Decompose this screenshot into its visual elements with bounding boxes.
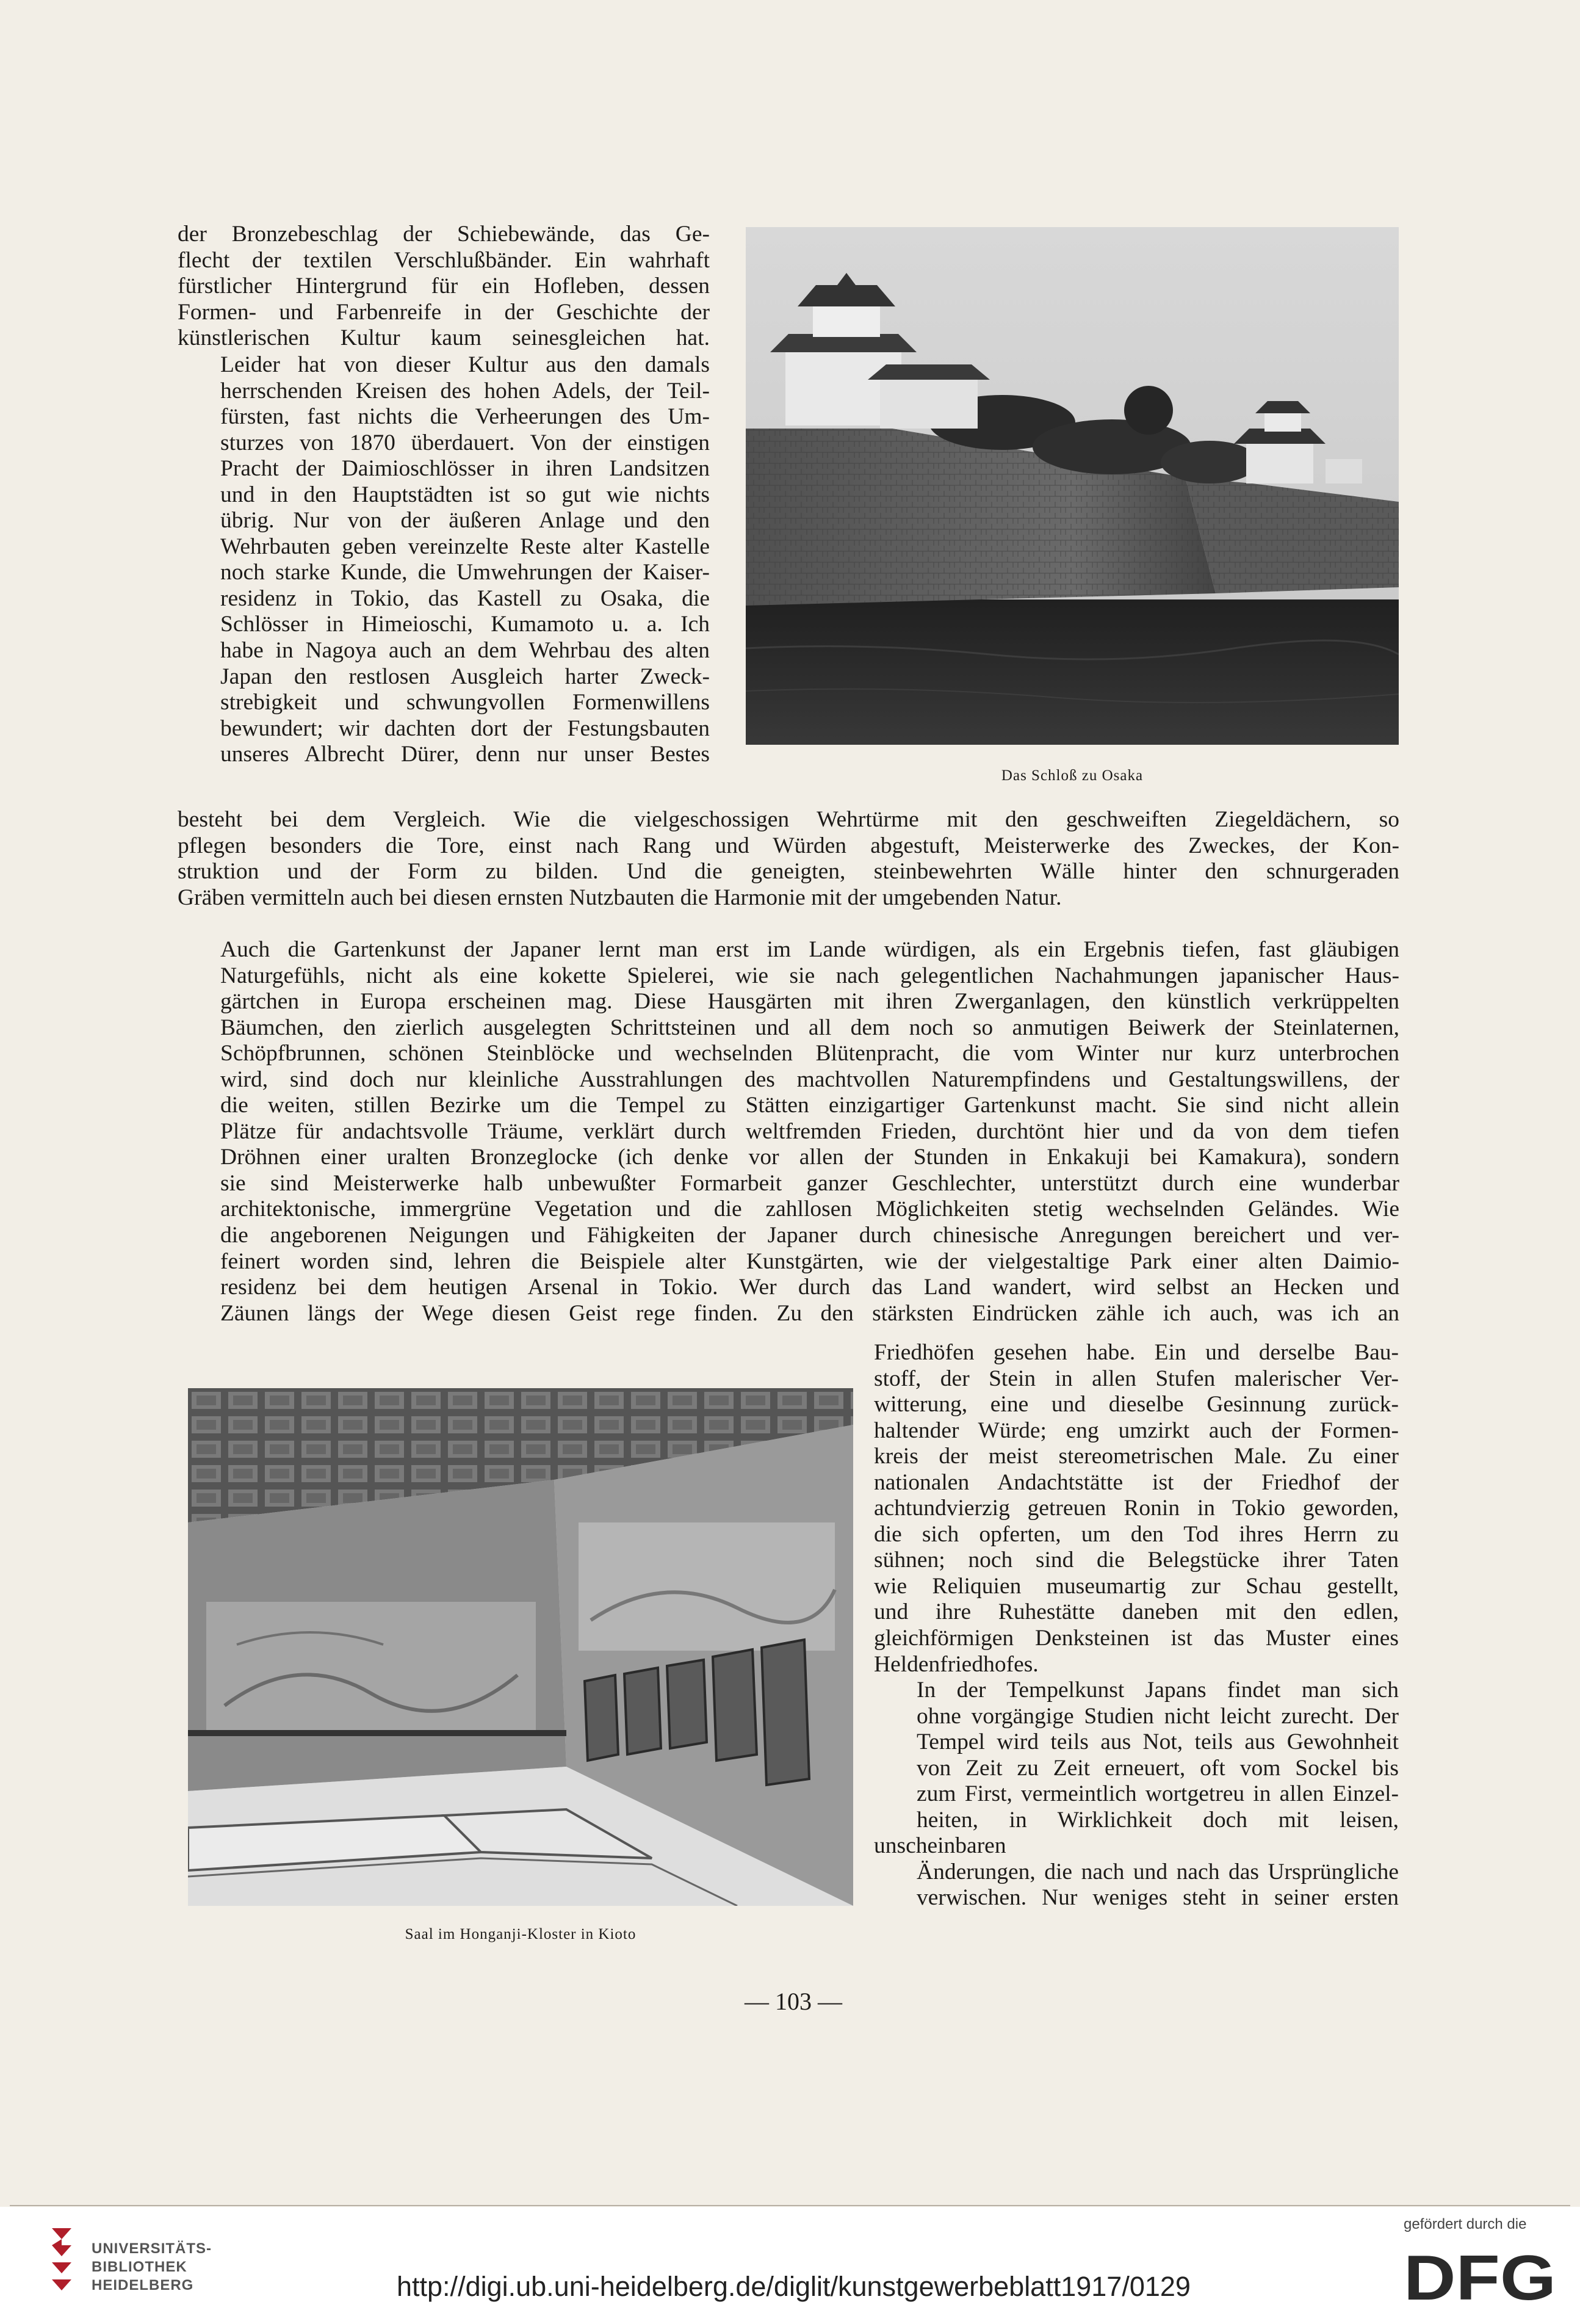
text-line: feinert worden sind, lehren die Beispiele alter Kunstgärten, wie der vielgestaltige Park einer alten Daimio- bbox=[220, 1248, 1399, 1274]
text-line: In der Tempelkunst Japans findet man sich bbox=[917, 1678, 1399, 1703]
text-line: Japan den restlosen Ausgleich harter Zweck- bbox=[220, 664, 710, 689]
text-line: Dröhnen einer uralten Bronzeglocke (ich denke vor allen der Stunden in Enkakuji bei Kamakura), sondern bbox=[220, 1145, 1399, 1170]
heidelberg-library-logo-icon bbox=[46, 2228, 82, 2295]
paragraph-1 bbox=[178, 222, 710, 352]
text-line: verwischen. Nur weniges steht in seiner ersten bbox=[917, 1885, 1399, 1911]
dfg-logo-text: DFG bbox=[1404, 2250, 1556, 2304]
text-line: künstlerischen Kultur kaum seinesgleichen hat. bbox=[178, 325, 710, 351]
text-line: Wehrbauten geben vereinzelte Reste alter Kastelle bbox=[220, 534, 710, 559]
text-line: stoff, der Stein in allen Stufen malerischer Ver- bbox=[874, 1366, 1399, 1391]
text-line: Leider hat von dieser Kultur aus den damals bbox=[220, 352, 710, 377]
text-line: von Zeit zu Zeit erneuert, oft vom Sockel bis bbox=[917, 1755, 1399, 1781]
text-line: Schöpfbrunnen, schönen Steinblöcke und wechselnden Blütenpracht, die vom Winter nur kurz unterbrochen bbox=[220, 1041, 1399, 1066]
text-line: übrig. Nur von der äußeren Anlage und den bbox=[220, 508, 710, 534]
text-line: residenz in Tokio, das Kastell zu Osaka, die bbox=[220, 585, 710, 611]
text-line: nationalen Andachtstätte ist der Friedhof der bbox=[874, 1469, 1399, 1495]
caption-osaka: Das Schloß zu Osaka bbox=[1001, 767, 1144, 784]
text-line: flecht der textilen Verschlußbänder. Ein wahrhaft bbox=[178, 247, 710, 273]
text-line: Naturgefühls, nicht als eine kokette Spielerei, wie sie nach gelegentlichen Nachahmungen japanischer Haus- bbox=[220, 963, 1399, 988]
paragraph-2 bbox=[178, 352, 710, 768]
sponsor-note: gefördert durch die bbox=[1404, 2216, 1527, 2232]
text-line: und ihre Ruhestätte daneben mit den edlen, bbox=[874, 1599, 1399, 1625]
page-edge-line bbox=[10, 2205, 1570, 2206]
osaka-castle-photo bbox=[746, 227, 1399, 745]
text-line: Pracht der Daimioschlösser in ihren Landsitzen bbox=[220, 456, 710, 482]
text-line: heiten, in Wirklichkeit doch mit leisen, unscheinbaren bbox=[874, 1807, 1399, 1859]
text-line: fürstlicher Hintergrund für ein Hofleben, dessen bbox=[178, 273, 710, 299]
text-line: sturzes von 1870 überdauert. Von der einstigen bbox=[220, 430, 710, 455]
text-line: Schlösser in Himeioschi, Kumamoto u. a. Ich bbox=[220, 612, 710, 637]
text-line: Gräben vermitteln auch bei diesen ernsten Nutzbauten die Harmonie mit der umgebenden Natur. bbox=[178, 885, 1062, 910]
text-line: die sich opferten, um den Tod ihres Herrn zu bbox=[874, 1521, 1399, 1547]
text-line: witterung, eine und dieselbe Gesinnung zurück- bbox=[874, 1392, 1399, 1417]
permalink-url[interactable]: http://digi.ub.uni-heidelberg.de/diglit/kunstgewerbeblatt1917/0129 bbox=[397, 2271, 1191, 2302]
text-line: unseres Albrecht Dürer, denn nur unser Bestes bbox=[220, 742, 710, 767]
text-line: sühnen; noch sind die Belegstücke ihrer Taten bbox=[874, 1548, 1399, 1573]
text-line: Zäunen längs der Wege diesen Geist rege finden. Zu den stärksten Eindrücken zähle ich auch, was ich an bbox=[220, 1300, 1399, 1326]
text-line: haltender Würde; eng umzirkt auch der Formen- bbox=[874, 1417, 1399, 1443]
text-line: architektonische, immergrüne Vegetation und die zahllosen Möglichkeiten stetig wechselnden Geländes. Wie bbox=[220, 1196, 1399, 1222]
paragraph-5 bbox=[874, 1340, 1399, 1678]
text-line: Heldenfriedhofes. bbox=[874, 1651, 1039, 1677]
text-line: kreis der meist stereometrischen Male. Zu einer bbox=[874, 1444, 1399, 1469]
honganji-hall-photo bbox=[188, 1388, 853, 1906]
text-line: zum First, vermeintlich wortgetreu in allen Einzel- bbox=[917, 1781, 1399, 1807]
text-line: Auch die Gartenkunst der Japaner lernt man erst im Lande würdigen, als ein Ergebnis tiefen, fast gläubigen bbox=[220, 937, 1399, 962]
text-line: Friedhöfen gesehen habe. Ein und derselbe Bau- bbox=[874, 1340, 1399, 1365]
text-line: habe in Nagoya auch an dem Wehrbau des alten bbox=[220, 638, 710, 664]
text-line: sie sind Meisterwerke halb unbewußter Formarbeit ganzer Geschlechter, unterstützt durch eine wunderbar bbox=[220, 1170, 1399, 1196]
text-line: herrschenden Kreisen des hohen Adels, der Teil- bbox=[220, 378, 710, 404]
text-line: fürsten, fast nichts die Verheerungen des Um- bbox=[220, 404, 710, 430]
page-number: — 103 — bbox=[745, 1988, 842, 2015]
text-line: strebigkeit und schwungvollen Formenwillens bbox=[220, 690, 710, 715]
osaka-castle-illustration bbox=[746, 227, 1399, 745]
text-line: gleichförmigen Denksteinen ist das Muster eines bbox=[874, 1626, 1399, 1651]
paragraph-6 bbox=[874, 1678, 1399, 1911]
text-line: Plätze für andachtsvolle Träume, verklärt durch weltfremden Frieden, durchtönt hier und da von dem tiefen bbox=[220, 1118, 1399, 1144]
library-name-line-2: BIBLIOTHEK bbox=[92, 2259, 187, 2275]
text-line: und in den Hauptstädten ist so gut wie nichts bbox=[220, 482, 710, 507]
dfg-logo-icon bbox=[1404, 2250, 1556, 2304]
text-line: Änderungen, die nach und nach das Ursprüngliche bbox=[917, 1859, 1399, 1884]
text-line: ohne vorgängige Studien nicht leicht zurecht. Der bbox=[917, 1703, 1399, 1729]
text-line: pflegen besonders die Tore, einst nach Rang und Würden abgestuft, Meisterwerke des Zweckes, der Kon- bbox=[178, 833, 1399, 858]
text-line: Bäumchen, den zierlich ausgelegten Schrittsteinen und all dem noch so anmutigen Beiwerk der Steinlaternen, bbox=[220, 1015, 1399, 1040]
library-name-line-3: HEIDELBERG bbox=[92, 2277, 194, 2293]
text-line: wie Reliquien museumartig zur Schau gestellt, bbox=[874, 1573, 1399, 1599]
paragraph-3 bbox=[178, 807, 1399, 911]
library-name-line-1: UNIVERSITÄTS- bbox=[92, 2240, 212, 2257]
text-line: besteht bei dem Vergleich. Wie die vielgeschossigen Wehrtürme mit den geschweiften Ziegeldächern, so bbox=[178, 807, 1399, 832]
text-line: Formen- und Farbenreife in der Geschichte der bbox=[178, 299, 710, 325]
text-line: struktion und der Form zu bilden. Und die geneigten, steinbewehrten Wälle hinter den schnurgeraden bbox=[178, 859, 1399, 885]
text-line: bewundert; wir dachten dort der Festungsbauten bbox=[220, 715, 710, 741]
text-line: gärtchen in Europa erscheinen mag. Diese Hausgärten mit ihren Zwerganlagen, den künstlich verkrüppelten bbox=[220, 989, 1399, 1015]
text-line: noch starke Kunde, die Umwehrungen der Kaiser- bbox=[220, 560, 710, 585]
caption-honganji: Saal im Honganji-Kloster in Kioto bbox=[405, 1926, 637, 1942]
text-line: wird, sind doch nur kleinliche Ausstrahlungen des machtvollen Naturempfindens und Gestaltungswillens, der bbox=[220, 1066, 1399, 1092]
text-line: achtundvierzig getreuen Ronin in Tokio geworden, bbox=[874, 1496, 1399, 1521]
honganji-hall-illustration bbox=[188, 1388, 853, 1906]
text-line: die angeborenen Neigungen und Fähigkeiten der Japaner durch chinesische Anregungen bereichert und ver- bbox=[220, 1223, 1399, 1248]
paragraph-4 bbox=[178, 937, 1399, 1327]
library-footer bbox=[0, 2207, 1580, 2324]
text-line: residenz bei dem heutigen Arsenal in Tokio. Wer durch das Land wandert, wird selbst an Hecken und bbox=[220, 1275, 1399, 1300]
text-line: die weiten, stillen Bezirke um die Tempel zu Stätten einzigartiger Gartenkunst macht. Sie sind nicht allein bbox=[220, 1093, 1399, 1118]
text-line: der Bronzebeschlag der Schiebewände, das Ge- bbox=[178, 222, 710, 247]
text-line: Tempel wird teils aus Not, teils aus Gewohnheit bbox=[917, 1729, 1399, 1755]
